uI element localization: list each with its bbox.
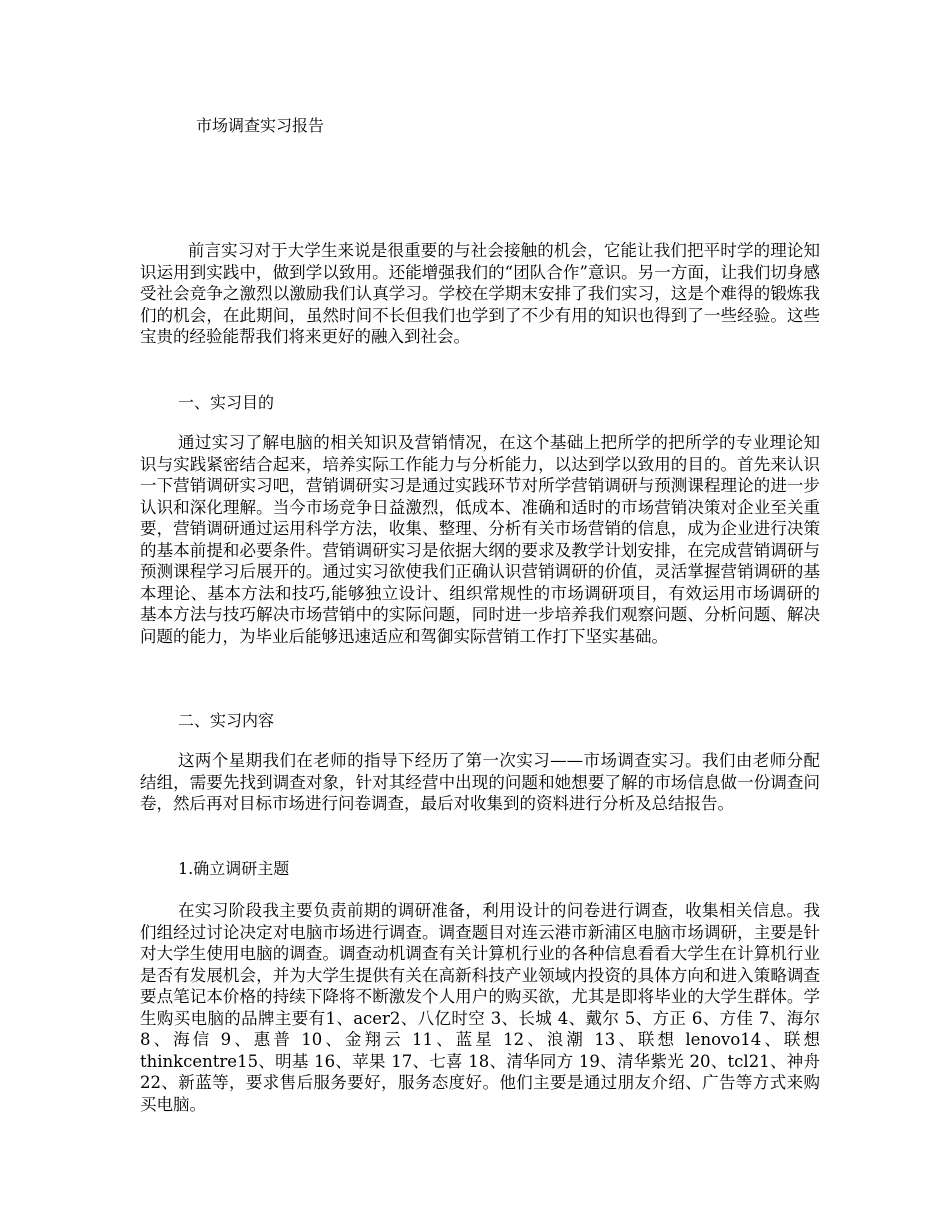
- section-heading-purpose: 一、实习目的: [178, 393, 275, 412]
- content-paragraph: 这两个星期我们在老师的指导下经历了第一次实习——市场调查实习。我们由老师分配结组，需要先找到调查对象，针对其经营中出现的问题和她想要了解的市场信息做一份调查问卷，然后再对目标市场进行问卷调查，最后对收集到的资料进行分析及总结报告。: [140, 751, 820, 813]
- document-title: 市场调查实习报告: [196, 116, 325, 135]
- section-heading-content: 二、实习内容: [178, 711, 275, 730]
- purpose-paragraph: 通过实习了解电脑的相关知识及营销情况，在这个基础上把所学的把所学的专业理论知识与实践紧密结合起来，培养实际工作能力与分析能力，以达到学以致用的目的。首先来认识一下营销调研实习吧，营销调研实习是通过实践环节对所学营销调研与预测课程理论的进一步认识和深化理解。当今市场竞争日益激烈，低成本、准确和适时的市场营销决策对企业至关重要，营销调研通过运用科学方法，收集、整理、分析有关市场营销的信息，成为企业进行决策的基本前提和必要条件。营销调研实习是依据大纲的要求及教学计划安排，在完成营销调研与预测课程学习后展开的。通过实习欲使我们正确认识营销调研的价值，灵活掌握营销调研的基本理论、基本方法和技巧,能够独立设计、组织常规性的市场调研项目，有效运用市场调研的基本方法与技巧解决市场营销中的实际问题，同时进一步培养我们观察问题、分析问题、解决问题的能力，为毕业后能够迅速适应和驾御实际营销工作打下坚实基础。: [140, 433, 820, 646]
- topic-paragraph: 在实习阶段我主要负责前期的调研准备，利用设计的问卷进行调查，收集相关信息。我们组经过讨论决定对电脑市场进行调查。调查题目对连云港市新浦区电脑市场调研，主要是针对大学生使用电脑的调查。调查动机调查有关计算机行业的各种信息看看大学生在计算机行业是否有发展机会，并为大学生提供有关在高新科技产业领域内投资的具体方向和进入策略调查要点笔记本价格的持续下降将不断激发个人用户的购买欲，尤其是即将毕业的大学生群体。学生购买电脑的品牌主要有1、acer2、八亿时空 3、长城 4、戴尔 5、方正 6、方佳 7、海尔 8、海信 9、惠普 10、金翔云 11、蓝星 12、浪潮 13、联想 lenovo14、联想 thinkcentre15、明基 16、苹果 17、七喜 18、清华同方 19、清华紫光 20、tcl21、神舟 22、新蓝等，要求售后服务要好，服务态度好。他们主要是通过朋友介绍、广告等方式来购买电脑。: [140, 901, 820, 1114]
- preface-paragraph: 前言实习对于大学生来说是很重要的与社会接触的机会，它能让我们把平时学的理论知识运用到实践中，做到学以致用。还能增强我们的“团队合作”意识。另一方面，让我们切身感受社会竞争之激烈以激励我们认真学习。学校在学期末安排了我们实习，这是个难得的锻炼我们的机会，在此期间，虽然时间不长但我们也学到了不少有用的知识也得到了一些经验。这些宝贵的经验能帮我们将来更好的融入到社会。: [140, 241, 820, 346]
- subsection-heading-topic: 1.确立调研主题: [178, 859, 290, 878]
